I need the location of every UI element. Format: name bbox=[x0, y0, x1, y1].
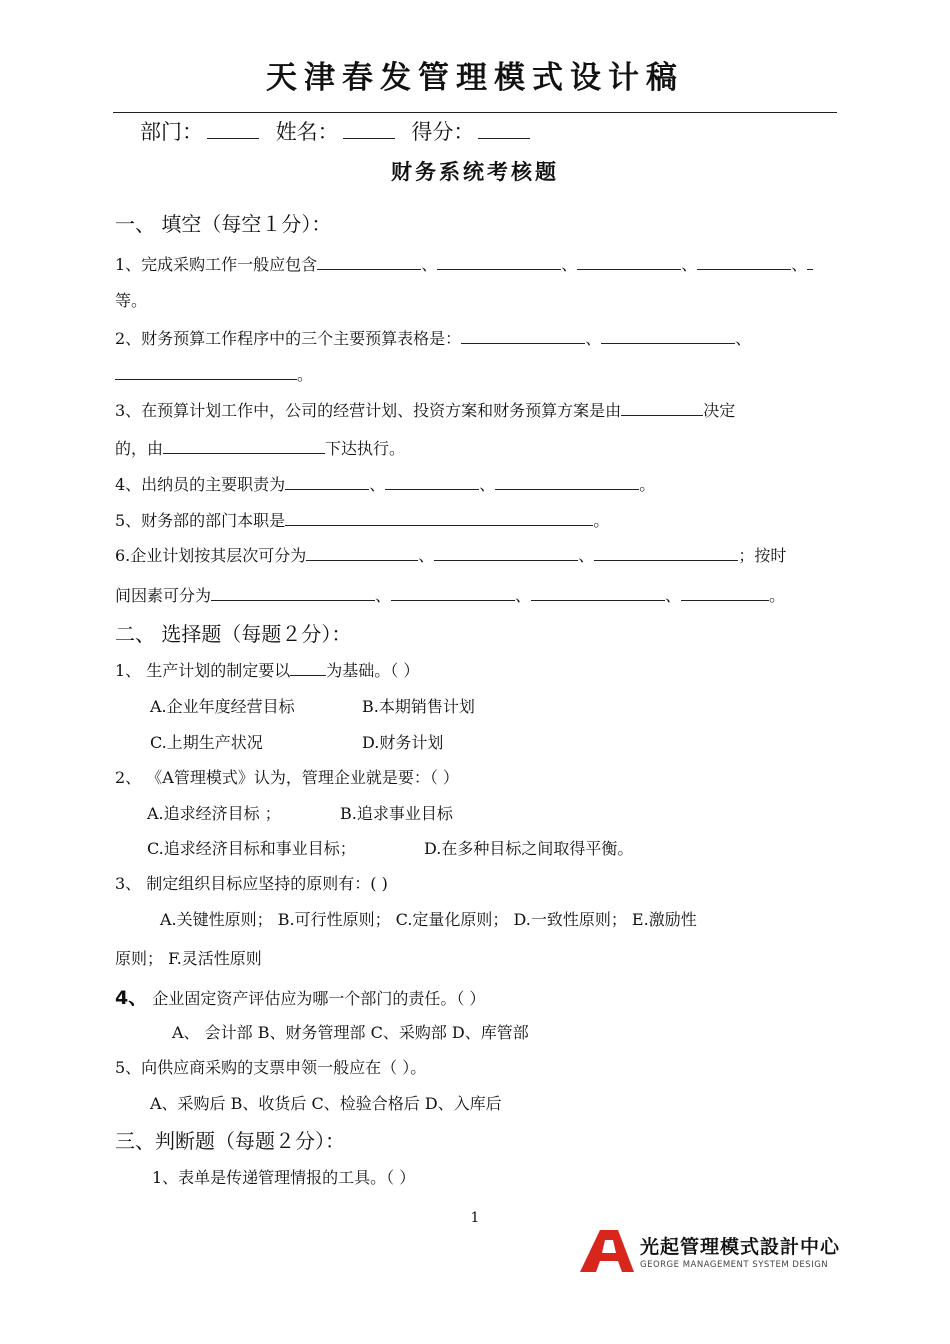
s2-q3-stem: 3、 制定组织目标应坚持的原则有：( ) bbox=[115, 874, 388, 893]
s1-q5 bbox=[115, 508, 609, 531]
separator: 、 bbox=[791, 255, 808, 274]
s2-q4-number: 4、 bbox=[115, 987, 148, 1009]
blank bbox=[285, 510, 593, 526]
s1-q2-line1 bbox=[115, 326, 751, 349]
separator: 、 bbox=[479, 475, 496, 494]
s2-q1-opt-a: A.企业年度经营目标 bbox=[150, 697, 295, 716]
score-label: 得分： bbox=[411, 120, 475, 144]
blank bbox=[495, 474, 639, 490]
s2-q2-stem: 2、 《A管理模式》认为，管理企业就是要：（ ） bbox=[115, 768, 459, 787]
blank bbox=[621, 400, 703, 416]
s1-q3-text: 3、在预算计划工作中，公司的经营计划、投资方案和财务预算方案是由 bbox=[115, 401, 622, 420]
s2-q4-text: 企业固定资产评估应为哪一个部门的责任。（ ） bbox=[152, 989, 486, 1008]
logo-english-text: GEORGE MANAGEMENT SYSTEM DESIGN bbox=[640, 1260, 829, 1270]
blank bbox=[306, 545, 418, 561]
blank bbox=[461, 328, 585, 344]
s2-q1-opt-c: C.上期生产状况 bbox=[150, 733, 263, 752]
name-label: 姓名： bbox=[275, 120, 339, 144]
blank bbox=[163, 438, 325, 454]
s3-q1: 1、表单是传递管理情报的工具。（ ） bbox=[152, 1168, 416, 1187]
s2-q4-options: A、 会计部 B、财务管理部 C、采购部 D、库管部 bbox=[172, 1023, 529, 1042]
s1-q6-line1 bbox=[115, 543, 786, 566]
s1-q4 bbox=[115, 472, 655, 495]
s1-q1-line1 bbox=[115, 252, 813, 275]
separator: 、 bbox=[515, 586, 532, 605]
s2-q1-text: 1、 生产计划的制定要以 bbox=[115, 661, 291, 680]
s2-q3-options-line2: 原则； F.灵活性原则 bbox=[115, 949, 262, 968]
title-divider bbox=[113, 112, 837, 113]
s1-q4-text: 4、出纳员的主要职责为 bbox=[115, 475, 286, 494]
section3-heading: 三、判断题（每题２分）： bbox=[115, 1129, 345, 1153]
exam-subtitle: 财务系统考核题 bbox=[391, 160, 559, 184]
s2-q5-stem: 5、向供应商采购的支票申领一般应在（ ）。 bbox=[115, 1058, 427, 1077]
logo-a-icon bbox=[578, 1228, 636, 1274]
page-number: 1 bbox=[470, 1210, 480, 1226]
s2-q2-opt-d: D.在多种目标之间取得平衡。 bbox=[424, 839, 634, 858]
s2-q1-text-end: 为基础。（ ） bbox=[326, 661, 420, 680]
separator: 、 bbox=[369, 475, 386, 494]
s1-q2-line2 bbox=[115, 362, 313, 385]
separator: 、 bbox=[578, 546, 595, 565]
blank bbox=[807, 254, 813, 270]
blank bbox=[577, 254, 681, 270]
blank bbox=[385, 474, 479, 490]
blank bbox=[434, 545, 578, 561]
blank bbox=[697, 254, 791, 270]
period: 。 bbox=[769, 586, 786, 605]
s1-q3-text-b: 决定 bbox=[703, 401, 736, 420]
s1-q3-text-c: 的，由 bbox=[115, 439, 164, 458]
s2-q4-stem bbox=[115, 983, 485, 1010]
separator: 、 bbox=[375, 586, 392, 605]
s1-q3-line1 bbox=[115, 398, 735, 421]
s1-q1-line2: 等。 bbox=[115, 291, 148, 310]
separator: 、 bbox=[561, 255, 578, 274]
name-blank bbox=[343, 118, 395, 139]
separator: 、 bbox=[735, 329, 752, 348]
s1-q3-text-d: 下达执行。 bbox=[325, 439, 406, 458]
separator: 、 bbox=[681, 255, 698, 274]
s2-q5-options: A、采购后 B、收货后 C、检验合格后 D、入库后 bbox=[150, 1094, 502, 1113]
separator: 、 bbox=[585, 329, 602, 348]
period: 。 bbox=[297, 365, 314, 384]
s1-q6-text-b: ；按时 bbox=[738, 546, 787, 565]
company-logo bbox=[578, 1228, 841, 1276]
document-title: 天津春发管理模式设计稿 bbox=[266, 60, 684, 96]
section1-heading: 一、 填空（每空１分）： bbox=[115, 212, 332, 236]
blank bbox=[594, 545, 738, 561]
s1-q6-text: 6.企业计划按其层次可分为 bbox=[115, 546, 307, 565]
period: 。 bbox=[639, 475, 656, 494]
dept-label: 部门： bbox=[140, 120, 203, 144]
separator: 、 bbox=[418, 546, 435, 565]
logo-chinese-text: 光起管理模式設計中心 bbox=[640, 1236, 841, 1258]
blank bbox=[531, 585, 665, 601]
s2-q2-opt-a: A.追求经济目标 ； bbox=[147, 804, 281, 823]
blank bbox=[285, 474, 369, 490]
s2-q1-opt-d: D.财务计划 bbox=[362, 733, 444, 752]
s1-q1-text: 1、完成采购工作一般应包含 bbox=[115, 255, 318, 274]
blank bbox=[681, 585, 769, 601]
s1-q6-line2 bbox=[115, 583, 785, 606]
blank bbox=[211, 585, 375, 601]
s2-q3-options-line1: A.关键性原则； B.可行性原则； C.定量化原则； D.一致性原则； E.激励性 bbox=[160, 910, 697, 929]
period: 。 bbox=[593, 511, 610, 530]
s2-q2-opt-b: B.追求事业目标 bbox=[340, 804, 453, 823]
separator: 、 bbox=[421, 255, 438, 274]
score-blank bbox=[478, 118, 530, 139]
s1-q5-text: 5、财务部的部门本职是 bbox=[115, 511, 286, 530]
blank bbox=[437, 254, 561, 270]
dept-blank bbox=[207, 118, 259, 139]
separator: 、 bbox=[665, 586, 682, 605]
header-fields bbox=[140, 116, 540, 146]
blank bbox=[391, 585, 515, 601]
s2-q1-stem bbox=[115, 658, 419, 681]
blank bbox=[317, 254, 421, 270]
blank bbox=[290, 660, 326, 676]
s2-q2-opt-c: C.追求经济目标和事业目标； bbox=[147, 839, 356, 858]
section2-heading: 二、 选择题（每题２分）： bbox=[115, 622, 352, 646]
s2-q1-opt-b: B.本期销售计划 bbox=[362, 697, 475, 716]
blank bbox=[601, 328, 735, 344]
s1-q2-text: 2、财务预算工作程序中的三个主要预算表格是： bbox=[115, 329, 462, 348]
s1-q3-line2 bbox=[115, 436, 405, 459]
blank bbox=[115, 364, 297, 380]
s1-q6-text-c: 间因素可分为 bbox=[115, 586, 212, 605]
